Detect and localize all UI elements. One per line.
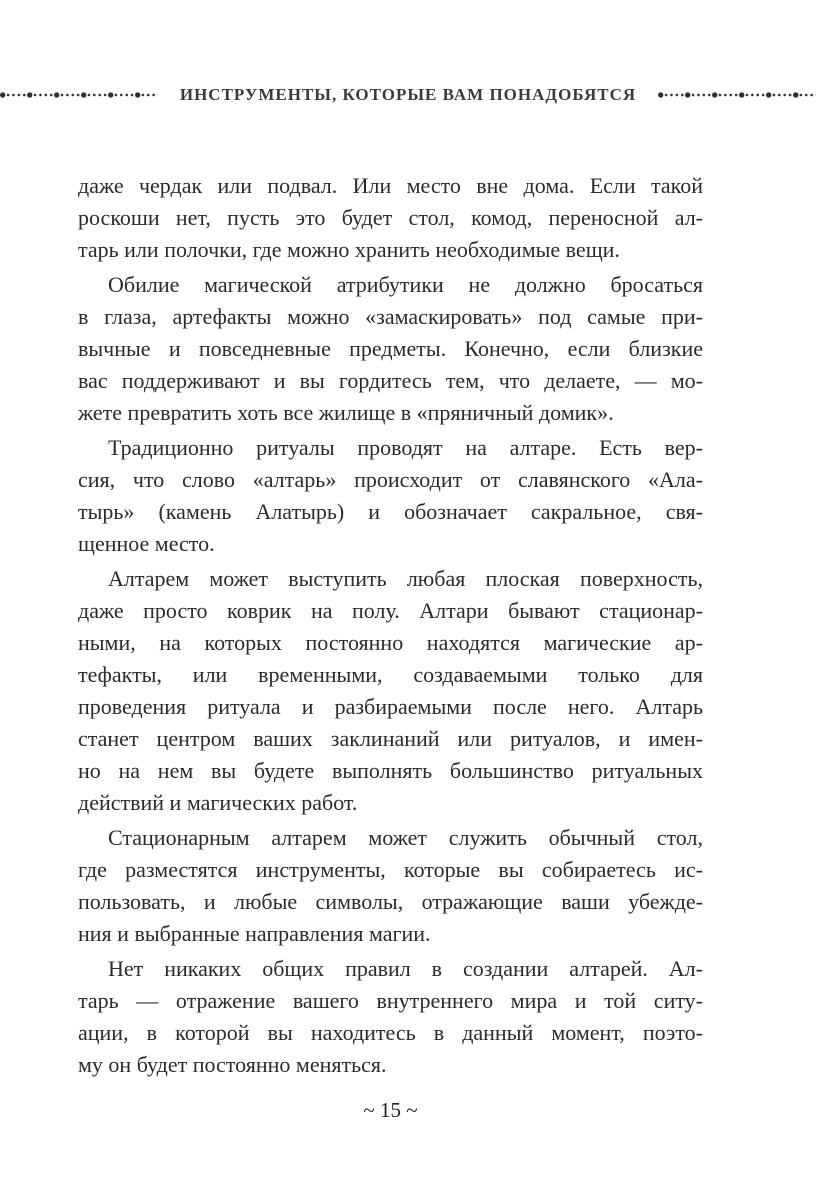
text-line: но на нем вы будете выполнять большинство ритуальных	[78, 758, 703, 783]
paragraph	[78, 269, 703, 429]
text-line: тарь или полочки, где можно хранить необходимые вещи.	[78, 237, 620, 262]
paragraph	[78, 563, 703, 819]
text-line: щенное место.	[78, 531, 215, 556]
page-footer	[78, 1098, 703, 1123]
text-line: ния и выбранные направления магии.	[78, 921, 431, 946]
text-line: вас поддерживают и вы гордитесь тем, что делаете, — мо-	[78, 368, 703, 393]
paragraph	[78, 170, 703, 266]
text-line: Обилие магической атрибутики не должно бросаться	[108, 272, 703, 297]
paragraph	[78, 953, 703, 1081]
paragraph	[78, 822, 703, 950]
page-body	[78, 170, 703, 1084]
text-line: сия, что слово «алтарь» происходит от славянского «Ала-	[78, 467, 703, 492]
text-line: роскоши нет, пусть это будет стол, комод, переносной ал-	[78, 205, 703, 230]
text-line: проведения ритуала и разбираемыми после него. Алтарь	[78, 694, 703, 719]
text-line: тарь — отражение вашего внутреннего мира и той ситу-	[78, 988, 703, 1013]
text-line: ации, в которой вы находитесь в данный момент, поэто-	[78, 1020, 703, 1045]
text-line: му он будет постоянно меняться.	[78, 1052, 387, 1077]
text-line: Алтарем может выступить любая плоская поверхность,	[108, 566, 703, 591]
paragraph	[78, 432, 703, 560]
text-line: станет центром ваших заклинаний или ритуалов, и имен-	[78, 726, 703, 751]
text-line: тефакты, или временными, создаваемыми только для	[78, 662, 703, 687]
text-line: тырь» (камень Алатырь) и обозначает сакральное, свя-	[78, 499, 703, 524]
text-line: ными, на которых постоянно находятся магические ар-	[78, 630, 703, 655]
text-line: пользовать, и любые символы, отражающие ваши убежде-	[78, 889, 703, 914]
header-dotted-line-left	[0, 92, 158, 98]
text-line: Нет никаких общих правил в создании алтарей. Ал-	[108, 956, 703, 981]
text-line: Стационарным алтарем может служить обычный стол,	[108, 825, 703, 850]
text-line: Традиционно ритуалы проводят на алтаре. Есть вер-	[108, 435, 703, 460]
text-line: действий и магических работ.	[78, 790, 358, 815]
text-line: где разместятся инструменты, которые вы собираетесь ис-	[78, 857, 703, 882]
text-line: даже просто коврик на полу. Алтари бывают стационар-	[78, 598, 703, 623]
page-header	[0, 82, 816, 108]
text-line: жете превратить хоть все жилище в «пряничный домик».	[78, 400, 614, 425]
header-dotted-line-right	[658, 92, 816, 98]
text-line: в глаза, артефакты можно «замаскировать» под самые при-	[78, 304, 703, 329]
page-number: ~ 15 ~	[363, 1098, 418, 1122]
text-line: вычные и повседневные предметы. Конечно, если близкие	[78, 336, 703, 361]
text-line: даже чердак или подвал. Или место вне дома. Если такой	[78, 173, 703, 198]
running-title: ИНСТРУМЕНТЫ, КОТОРЫЕ ВАМ ПОНАДОБЯТСЯ	[179, 85, 637, 104]
